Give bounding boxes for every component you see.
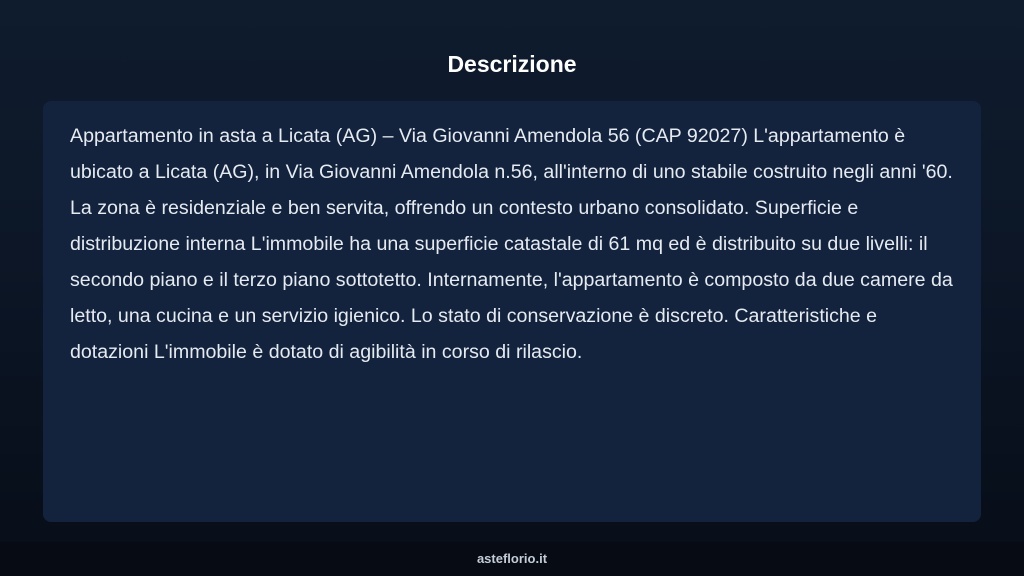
description-text: Appartamento in asta a Licata (AG) – Via Giovanni Amendola 56 (CAP 92027) L'appartamento è ubicato a Licata (AG), in Via Giovanni Amendola n.56, all'interno di uno stabile costruito negli anni '60. La zona è residenziale e ben servita, offrendo un contesto urbano consolidato. Superficie e distribuzione interna L'immobile ha una superficie catastale di 61 mq ed è distribuito su due livelli: il secondo piano e il terzo piano sottotetto. Internamente, l'appartamento è composto da due camere da letto, una cucina e un servizio igienico. Lo stato di conservazione è discreto. Caratteristiche e dotazioni L'immobile è dotato di agibilità in corso di rilascio. xyxy=(70,125,953,363)
description-card xyxy=(43,101,981,522)
footer-site-link[interactable]: asteflorio.it xyxy=(476,551,548,566)
page-title: Descrizione xyxy=(447,51,577,77)
